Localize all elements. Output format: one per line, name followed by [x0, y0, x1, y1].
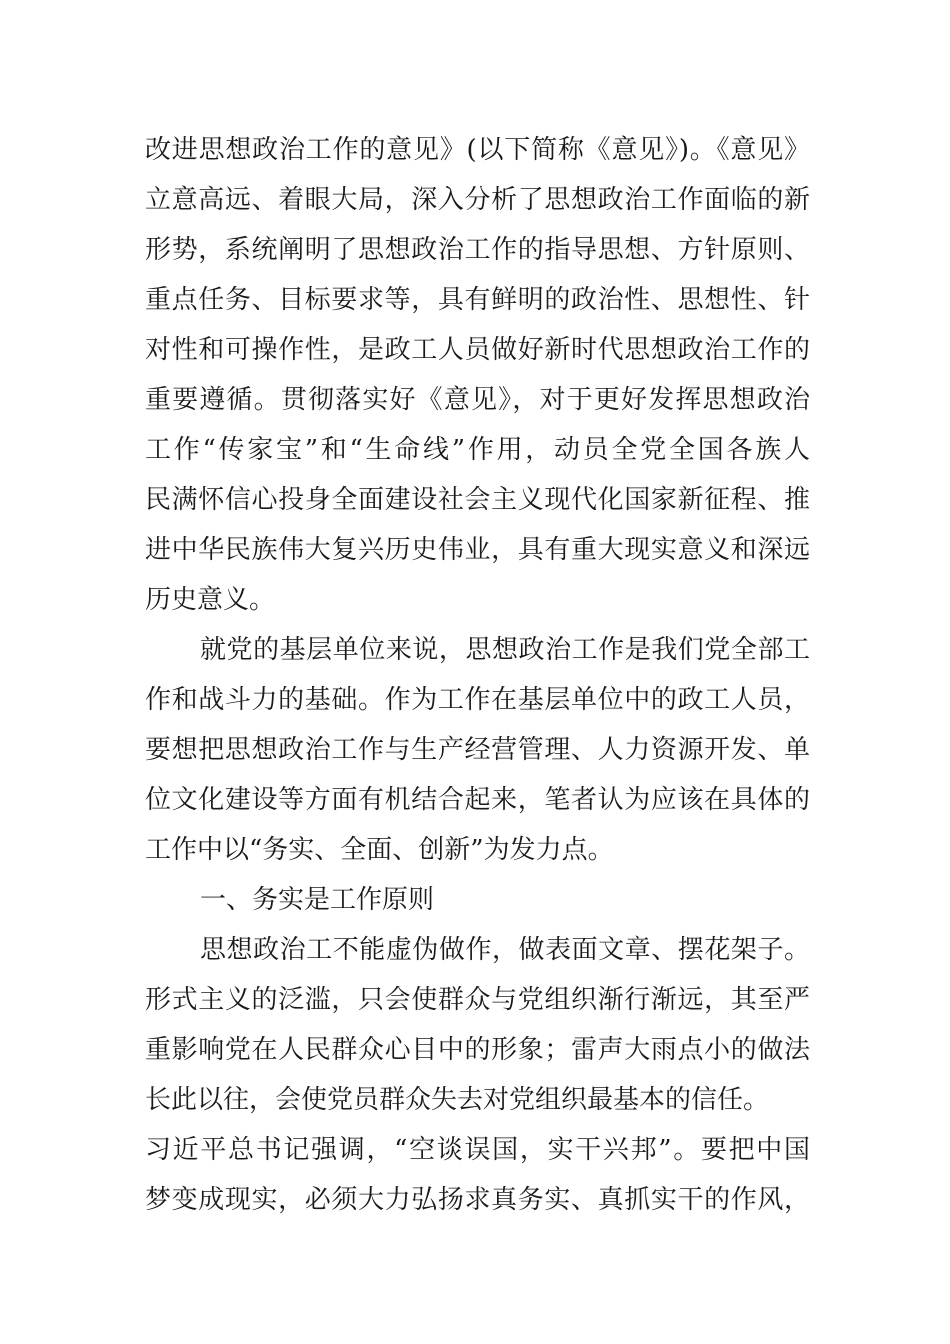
text-line-15: 工作中以“务实、全面、创新”为发力点。 [145, 835, 614, 865]
text-line-5: 对性和可操作性，是政工人员做好新时代思想政治工作的 [145, 335, 810, 365]
text-line-1: 改进思想政治工作的意见》(以下简称《意见》)。《意见》 [145, 135, 810, 165]
text-line-7: 工作“传家宝”和“生命线”作用，动员全党全国各族人 [145, 435, 810, 465]
text-line-13: 要想把思想政治工作与生产经营管理、人力资源开发、单 [145, 735, 810, 765]
text-line-4: 重点任务、目标要求等，具有鲜明的政治性、思想性、针 [145, 285, 810, 315]
text-line-18: 形式主义的泛滥，只会使群众与党组织渐行渐远，其至严 [145, 985, 810, 1015]
text-line-14: 位文化建设等方面有机结合起来，笔者认为应该在具体的 [145, 785, 810, 815]
text-line-3: 形势，系统阐明了思想政治工作的指导思想、方针原则、 [145, 235, 810, 265]
text-line-17: 思想政治工不能虚伪做作，做表面文章、摆花架子。 [200, 935, 810, 965]
text-line-22: 梦变成现实，必须大力弘扬求真务实、真抓实干的作风， [145, 1185, 810, 1215]
text-line-2: 立意高远、着眼大局，深入分析了思想政治工作面临的新 [145, 185, 810, 215]
text-line-9: 进中华民族伟大复兴历史伟业，具有重大现实意义和深远 [145, 535, 810, 565]
text-line-19: 重影响党在人民群众心目中的形象；雷声大雨点小的做法 [145, 1035, 810, 1065]
text-line-21: 习近平总书记强调，“空谈误国，实干兴邦”。要把中国 [145, 1135, 810, 1165]
text-line-10: 历史意义。 [145, 585, 276, 615]
text-line-6: 重要遵循。贯彻落实好《意见》，对于更好发挥思想政治 [145, 385, 810, 415]
text-line-8: 民满怀信心投身全面建设社会主义现代化国家新征程、推 [145, 485, 810, 515]
text-line-20: 长此以往，会使党员群众失去对党组织最基本的信任。 [145, 1085, 770, 1115]
section-heading: 一、务实是工作原则 [200, 885, 435, 915]
text-line-12: 作和战斗力的基础。作为工作在基层单位中的政工人员， [145, 685, 810, 715]
text-line-11: 就党的基层单位来说，思想政治工作是我们党全部工 [200, 635, 810, 665]
